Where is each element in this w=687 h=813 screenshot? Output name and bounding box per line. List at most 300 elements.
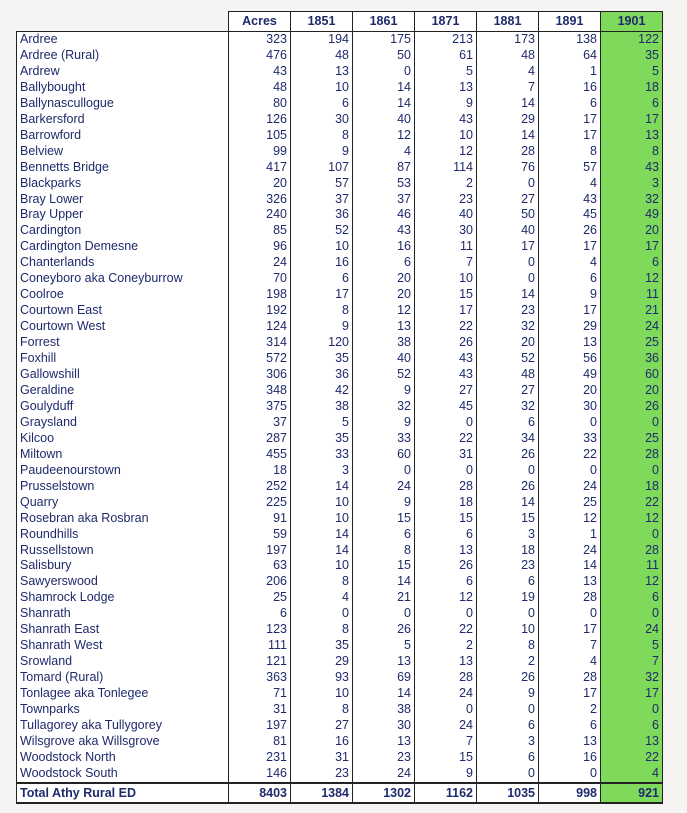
value-cell[interactable]: 23 — [477, 558, 539, 574]
townland-name-cell[interactable]: Barrowford — [17, 128, 229, 144]
value-cell[interactable]: 25 — [229, 590, 291, 606]
value-cell[interactable]: 17 — [539, 239, 601, 255]
townland-name-cell[interactable]: Wilsgrove aka Willsgrove — [17, 734, 229, 750]
value-cell[interactable]: 13 — [539, 574, 601, 590]
value-cell[interactable]: 37 — [291, 192, 353, 208]
value-cell[interactable]: 0 — [539, 415, 601, 431]
value-cell[interactable]: 17 — [539, 686, 601, 702]
value-cell[interactable]: 32 — [477, 319, 539, 335]
value-cell[interactable]: 122 — [601, 32, 663, 48]
value-cell[interactable]: 96 — [229, 239, 291, 255]
value-cell[interactable]: 17 — [539, 128, 601, 144]
value-cell[interactable]: 17 — [601, 112, 663, 128]
value-cell[interactable]: 14 — [291, 543, 353, 559]
townland-name-cell[interactable]: Goulyduff — [17, 399, 229, 415]
value-cell[interactable]: 240 — [229, 207, 291, 223]
value-cell[interactable]: 24 — [415, 718, 477, 734]
townland-name-cell[interactable]: Woodstock South — [17, 766, 229, 783]
townland-name-cell[interactable]: Salisbury — [17, 558, 229, 574]
value-cell[interactable]: 8 — [291, 622, 353, 638]
value-cell[interactable]: 70 — [229, 271, 291, 287]
value-cell[interactable]: 36 — [291, 207, 353, 223]
value-cell[interactable]: 7 — [477, 80, 539, 96]
value-cell[interactable]: 6 — [291, 96, 353, 112]
value-cell[interactable]: 31 — [415, 447, 477, 463]
value-cell[interactable]: 4 — [539, 654, 601, 670]
townland-name-cell[interactable]: Ardree — [17, 32, 229, 48]
value-cell[interactable]: 52 — [477, 351, 539, 367]
value-cell[interactable]: 326 — [229, 192, 291, 208]
value-cell[interactable]: 15 — [415, 287, 477, 303]
value-cell[interactable]: 12 — [601, 574, 663, 590]
value-cell[interactable]: 10 — [291, 80, 353, 96]
townland-name-cell[interactable]: Cardington — [17, 223, 229, 239]
townland-name-cell[interactable]: Tonlagee aka Tonlegee — [17, 686, 229, 702]
value-cell[interactable]: 9 — [353, 383, 415, 399]
value-cell[interactable]: 107 — [291, 160, 353, 176]
total-value-cell[interactable]: 1035 — [477, 783, 539, 803]
value-cell[interactable]: 146 — [229, 766, 291, 783]
value-cell[interactable]: 32 — [477, 399, 539, 415]
value-cell[interactable]: 18 — [415, 495, 477, 511]
value-cell[interactable]: 121 — [229, 654, 291, 670]
value-cell[interactable]: 50 — [477, 207, 539, 223]
townland-name-cell[interactable]: Shanrath — [17, 606, 229, 622]
value-cell[interactable]: 8 — [291, 702, 353, 718]
value-cell[interactable]: 45 — [415, 399, 477, 415]
value-cell[interactable]: 43 — [601, 160, 663, 176]
value-cell[interactable]: 24 — [601, 319, 663, 335]
townland-name-cell[interactable]: Blackparks — [17, 176, 229, 192]
value-cell[interactable]: 26 — [415, 558, 477, 574]
header-cell-1891[interactable]: 1891 — [539, 12, 601, 32]
value-cell[interactable]: 14 — [477, 495, 539, 511]
value-cell[interactable]: 8 — [353, 543, 415, 559]
value-cell[interactable]: 0 — [539, 463, 601, 479]
value-cell[interactable]: 20 — [601, 223, 663, 239]
value-cell[interactable]: 28 — [539, 590, 601, 606]
value-cell[interactable]: 26 — [477, 479, 539, 495]
value-cell[interactable]: 8 — [291, 303, 353, 319]
value-cell[interactable]: 28 — [539, 670, 601, 686]
value-cell[interactable]: 85 — [229, 223, 291, 239]
value-cell[interactable]: 10 — [415, 271, 477, 287]
value-cell[interactable]: 0 — [415, 463, 477, 479]
value-cell[interactable]: 11 — [601, 558, 663, 574]
value-cell[interactable]: 0 — [539, 766, 601, 783]
value-cell[interactable]: 26 — [477, 447, 539, 463]
value-cell[interactable]: 25 — [601, 431, 663, 447]
value-cell[interactable]: 0 — [353, 606, 415, 622]
value-cell[interactable]: 13 — [353, 734, 415, 750]
value-cell[interactable]: 6 — [229, 606, 291, 622]
value-cell[interactable]: 12 — [353, 128, 415, 144]
value-cell[interactable]: 29 — [291, 654, 353, 670]
townland-name-cell[interactable]: Barkersford — [17, 112, 229, 128]
value-cell[interactable]: 13 — [539, 335, 601, 351]
value-cell[interactable]: 105 — [229, 128, 291, 144]
value-cell[interactable]: 17 — [477, 239, 539, 255]
value-cell[interactable]: 6 — [353, 527, 415, 543]
value-cell[interactable]: 27 — [477, 383, 539, 399]
value-cell[interactable]: 0 — [291, 606, 353, 622]
value-cell[interactable]: 6 — [415, 527, 477, 543]
value-cell[interactable]: 36 — [291, 367, 353, 383]
value-cell[interactable]: 33 — [539, 431, 601, 447]
townland-name-cell[interactable]: Courtown West — [17, 319, 229, 335]
value-cell[interactable]: 4 — [539, 255, 601, 271]
value-cell[interactable]: 6 — [601, 255, 663, 271]
value-cell[interactable]: 20 — [601, 383, 663, 399]
value-cell[interactable]: 231 — [229, 750, 291, 766]
value-cell[interactable]: 6 — [539, 718, 601, 734]
value-cell[interactable]: 48 — [229, 80, 291, 96]
value-cell[interactable]: 0 — [601, 702, 663, 718]
value-cell[interactable]: 17 — [539, 112, 601, 128]
value-cell[interactable]: 10 — [477, 622, 539, 638]
value-cell[interactable]: 13 — [415, 654, 477, 670]
value-cell[interactable]: 20 — [477, 335, 539, 351]
townland-name-cell[interactable]: Russellstown — [17, 543, 229, 559]
value-cell[interactable]: 572 — [229, 351, 291, 367]
value-cell[interactable]: 35 — [601, 48, 663, 64]
value-cell[interactable]: 0 — [477, 766, 539, 783]
value-cell[interactable]: 24 — [601, 622, 663, 638]
value-cell[interactable]: 20 — [353, 287, 415, 303]
value-cell[interactable]: 2 — [477, 654, 539, 670]
value-cell[interactable]: 25 — [601, 335, 663, 351]
value-cell[interactable]: 40 — [477, 223, 539, 239]
value-cell[interactable]: 14 — [477, 96, 539, 112]
value-cell[interactable]: 0 — [415, 415, 477, 431]
value-cell[interactable]: 14 — [353, 96, 415, 112]
value-cell[interactable]: 49 — [601, 207, 663, 223]
value-cell[interactable]: 348 — [229, 383, 291, 399]
value-cell[interactable]: 123 — [229, 622, 291, 638]
value-cell[interactable]: 35 — [291, 431, 353, 447]
value-cell[interactable]: 18 — [601, 80, 663, 96]
value-cell[interactable]: 6 — [601, 96, 663, 112]
value-cell[interactable]: 28 — [415, 479, 477, 495]
value-cell[interactable]: 25 — [539, 495, 601, 511]
value-cell[interactable]: 7 — [601, 654, 663, 670]
townland-name-cell[interactable]: Quarry — [17, 495, 229, 511]
value-cell[interactable]: 76 — [477, 160, 539, 176]
value-cell[interactable]: 46 — [353, 207, 415, 223]
townland-name-cell[interactable]: Miltown — [17, 447, 229, 463]
total-value-cell[interactable]: 1162 — [415, 783, 477, 803]
townland-name-cell[interactable]: Graysland — [17, 415, 229, 431]
townland-name-cell[interactable]: Shanrath East — [17, 622, 229, 638]
total-value-cell[interactable]: 998 — [539, 783, 601, 803]
value-cell[interactable]: 23 — [477, 303, 539, 319]
value-cell[interactable]: 8 — [291, 128, 353, 144]
value-cell[interactable]: 9 — [291, 144, 353, 160]
value-cell[interactable]: 4 — [601, 766, 663, 783]
value-cell[interactable]: 21 — [601, 303, 663, 319]
header-cell-1871[interactable]: 1871 — [415, 12, 477, 32]
value-cell[interactable]: 16 — [539, 80, 601, 96]
value-cell[interactable]: 27 — [415, 383, 477, 399]
townland-name-cell[interactable]: Bray Upper — [17, 207, 229, 223]
townland-name-cell[interactable]: Coneyboro aka Coneyburrow — [17, 271, 229, 287]
value-cell[interactable]: 56 — [539, 351, 601, 367]
value-cell[interactable]: 32 — [601, 670, 663, 686]
value-cell[interactable]: 43 — [539, 192, 601, 208]
value-cell[interactable]: 14 — [477, 128, 539, 144]
value-cell[interactable]: 24 — [229, 255, 291, 271]
value-cell[interactable]: 6 — [477, 750, 539, 766]
value-cell[interactable]: 24 — [353, 766, 415, 783]
value-cell[interactable]: 48 — [477, 367, 539, 383]
value-cell[interactable]: 3 — [477, 734, 539, 750]
value-cell[interactable]: 2 — [539, 702, 601, 718]
value-cell[interactable]: 26 — [415, 335, 477, 351]
value-cell[interactable]: 10 — [291, 239, 353, 255]
value-cell[interactable]: 6 — [477, 574, 539, 590]
value-cell[interactable]: 12 — [415, 144, 477, 160]
townland-name-cell[interactable]: Tomard (Rural) — [17, 670, 229, 686]
value-cell[interactable]: 57 — [539, 160, 601, 176]
townland-name-cell[interactable]: Prusselstown — [17, 479, 229, 495]
value-cell[interactable]: 9 — [477, 686, 539, 702]
value-cell[interactable]: 23 — [353, 750, 415, 766]
value-cell[interactable]: 14 — [291, 527, 353, 543]
value-cell[interactable]: 14 — [477, 287, 539, 303]
townland-name-cell[interactable]: Chanterlands — [17, 255, 229, 271]
value-cell[interactable]: 375 — [229, 399, 291, 415]
value-cell[interactable]: 11 — [415, 239, 477, 255]
value-cell[interactable]: 33 — [291, 447, 353, 463]
value-cell[interactable]: 12 — [415, 590, 477, 606]
value-cell[interactable]: 17 — [539, 303, 601, 319]
value-cell[interactable]: 31 — [229, 702, 291, 718]
value-cell[interactable]: 42 — [291, 383, 353, 399]
townland-name-cell[interactable]: Tullagorey aka Tullygorey — [17, 718, 229, 734]
value-cell[interactable]: 18 — [229, 463, 291, 479]
value-cell[interactable]: 48 — [291, 48, 353, 64]
townland-name-cell[interactable]: Gallowshill — [17, 367, 229, 383]
townland-name-cell[interactable]: Bray Lower — [17, 192, 229, 208]
value-cell[interactable]: 10 — [291, 511, 353, 527]
header-cell-acres[interactable]: Acres — [229, 12, 291, 32]
value-cell[interactable]: 8 — [539, 144, 601, 160]
townland-name-cell[interactable]: Ardree (Rural) — [17, 48, 229, 64]
value-cell[interactable]: 6 — [415, 574, 477, 590]
value-cell[interactable]: 29 — [477, 112, 539, 128]
townland-name-cell[interactable]: Sawyerswood — [17, 574, 229, 590]
value-cell[interactable]: 13 — [415, 80, 477, 96]
value-cell[interactable]: 23 — [415, 192, 477, 208]
value-cell[interactable]: 28 — [601, 543, 663, 559]
value-cell[interactable]: 63 — [229, 558, 291, 574]
value-cell[interactable]: 48 — [477, 48, 539, 64]
value-cell[interactable]: 64 — [539, 48, 601, 64]
value-cell[interactable]: 9 — [353, 415, 415, 431]
value-cell[interactable]: 14 — [353, 574, 415, 590]
value-cell[interactable]: 6 — [601, 718, 663, 734]
townland-name-cell[interactable]: Ballybought — [17, 80, 229, 96]
total-value-cell[interactable]: 921 — [601, 783, 663, 803]
value-cell[interactable]: 120 — [291, 335, 353, 351]
value-cell[interactable]: 192 — [229, 303, 291, 319]
value-cell[interactable]: 225 — [229, 495, 291, 511]
value-cell[interactable]: 22 — [415, 622, 477, 638]
value-cell[interactable]: 13 — [601, 734, 663, 750]
value-cell[interactable]: 22 — [539, 447, 601, 463]
value-cell[interactable]: 287 — [229, 431, 291, 447]
header-cell-1851[interactable]: 1851 — [291, 12, 353, 32]
value-cell[interactable]: 3 — [291, 463, 353, 479]
value-cell[interactable]: 40 — [415, 207, 477, 223]
value-cell[interactable]: 52 — [353, 367, 415, 383]
value-cell[interactable]: 10 — [415, 128, 477, 144]
value-cell[interactable]: 455 — [229, 447, 291, 463]
value-cell[interactable]: 20 — [539, 383, 601, 399]
value-cell[interactable]: 0 — [477, 463, 539, 479]
value-cell[interactable]: 14 — [353, 80, 415, 96]
value-cell[interactable]: 30 — [291, 112, 353, 128]
value-cell[interactable]: 3 — [477, 527, 539, 543]
value-cell[interactable]: 16 — [291, 255, 353, 271]
value-cell[interactable]: 0 — [477, 606, 539, 622]
value-cell[interactable]: 0 — [415, 702, 477, 718]
value-cell[interactable]: 3 — [601, 176, 663, 192]
total-value-cell[interactable]: 1384 — [291, 783, 353, 803]
value-cell[interactable]: 5 — [601, 64, 663, 80]
value-cell[interactable]: 10 — [291, 558, 353, 574]
value-cell[interactable]: 38 — [353, 335, 415, 351]
value-cell[interactable]: 14 — [539, 558, 601, 574]
value-cell[interactable]: 1 — [539, 527, 601, 543]
townland-name-cell[interactable]: Foxhill — [17, 351, 229, 367]
value-cell[interactable]: 12 — [353, 303, 415, 319]
value-cell[interactable]: 69 — [353, 670, 415, 686]
value-cell[interactable]: 417 — [229, 160, 291, 176]
value-cell[interactable]: 22 — [415, 431, 477, 447]
value-cell[interactable]: 9 — [353, 495, 415, 511]
value-cell[interactable]: 0 — [477, 255, 539, 271]
value-cell[interactable]: 32 — [353, 399, 415, 415]
value-cell[interactable]: 0 — [477, 176, 539, 192]
value-cell[interactable]: 173 — [477, 32, 539, 48]
value-cell[interactable]: 15 — [353, 511, 415, 527]
value-cell[interactable]: 24 — [415, 686, 477, 702]
value-cell[interactable]: 28 — [601, 447, 663, 463]
value-cell[interactable]: 80 — [229, 96, 291, 112]
value-cell[interactable]: 114 — [415, 160, 477, 176]
value-cell[interactable]: 13 — [353, 654, 415, 670]
value-cell[interactable]: 6 — [477, 415, 539, 431]
value-cell[interactable]: 14 — [291, 479, 353, 495]
value-cell[interactable]: 197 — [229, 718, 291, 734]
value-cell[interactable]: 26 — [477, 670, 539, 686]
townland-name-cell[interactable]: Cardington Demesne — [17, 239, 229, 255]
value-cell[interactable]: 6 — [353, 255, 415, 271]
value-cell[interactable]: 16 — [291, 734, 353, 750]
value-cell[interactable]: 0 — [601, 606, 663, 622]
value-cell[interactable]: 14 — [353, 686, 415, 702]
total-value-cell[interactable]: 8403 — [229, 783, 291, 803]
townland-name-cell[interactable]: Bennetts Bridge — [17, 160, 229, 176]
value-cell[interactable]: 0 — [601, 527, 663, 543]
value-cell[interactable]: 13 — [291, 64, 353, 80]
value-cell[interactable]: 24 — [539, 543, 601, 559]
value-cell[interactable]: 50 — [353, 48, 415, 64]
value-cell[interactable]: 4 — [291, 590, 353, 606]
value-cell[interactable]: 45 — [539, 207, 601, 223]
value-cell[interactable]: 5 — [353, 638, 415, 654]
value-cell[interactable]: 30 — [415, 223, 477, 239]
value-cell[interactable]: 99 — [229, 144, 291, 160]
value-cell[interactable]: 306 — [229, 367, 291, 383]
value-cell[interactable]: 38 — [353, 702, 415, 718]
value-cell[interactable]: 52 — [291, 223, 353, 239]
value-cell[interactable]: 60 — [601, 367, 663, 383]
value-cell[interactable]: 53 — [353, 176, 415, 192]
value-cell[interactable]: 17 — [601, 686, 663, 702]
value-cell[interactable]: 61 — [415, 48, 477, 64]
townland-name-cell[interactable]: Geraldine — [17, 383, 229, 399]
value-cell[interactable]: 175 — [353, 32, 415, 48]
value-cell[interactable]: 15 — [415, 750, 477, 766]
value-cell[interactable]: 37 — [229, 415, 291, 431]
value-cell[interactable]: 2 — [415, 638, 477, 654]
value-cell[interactable]: 20 — [229, 176, 291, 192]
value-cell[interactable]: 17 — [601, 239, 663, 255]
townland-name-cell[interactable]: Shanrath West — [17, 638, 229, 654]
value-cell[interactable]: 22 — [415, 319, 477, 335]
value-cell[interactable]: 43 — [415, 367, 477, 383]
value-cell[interactable]: 0 — [415, 606, 477, 622]
townland-name-cell[interactable]: Ballynascullogue — [17, 96, 229, 112]
value-cell[interactable]: 0 — [477, 271, 539, 287]
value-cell[interactable]: 13 — [539, 734, 601, 750]
townland-name-cell[interactable]: Townparks — [17, 702, 229, 718]
header-cell-1901[interactable]: 1901 — [601, 12, 663, 32]
value-cell[interactable]: 29 — [539, 319, 601, 335]
value-cell[interactable]: 194 — [291, 32, 353, 48]
value-cell[interactable]: 138 — [539, 32, 601, 48]
value-cell[interactable]: 12 — [601, 271, 663, 287]
value-cell[interactable]: 15 — [415, 511, 477, 527]
value-cell[interactable]: 22 — [601, 750, 663, 766]
value-cell[interactable]: 13 — [601, 128, 663, 144]
value-cell[interactable]: 43 — [415, 351, 477, 367]
value-cell[interactable]: 30 — [353, 718, 415, 734]
value-cell[interactable]: 57 — [291, 176, 353, 192]
value-cell[interactable]: 206 — [229, 574, 291, 590]
townland-name-cell[interactable]: Shamrock Lodge — [17, 590, 229, 606]
value-cell[interactable]: 37 — [353, 192, 415, 208]
value-cell[interactable]: 38 — [291, 399, 353, 415]
value-cell[interactable]: 8 — [291, 574, 353, 590]
value-cell[interactable]: 33 — [353, 431, 415, 447]
value-cell[interactable]: 7 — [415, 734, 477, 750]
value-cell[interactable]: 40 — [353, 112, 415, 128]
value-cell[interactable]: 26 — [539, 223, 601, 239]
value-cell[interactable]: 24 — [539, 479, 601, 495]
value-cell[interactable]: 28 — [477, 144, 539, 160]
value-cell[interactable]: 0 — [539, 606, 601, 622]
value-cell[interactable]: 17 — [291, 287, 353, 303]
value-cell[interactable]: 10 — [291, 686, 353, 702]
value-cell[interactable]: 22 — [601, 495, 663, 511]
value-cell[interactable]: 26 — [601, 399, 663, 415]
value-cell[interactable]: 9 — [415, 766, 477, 783]
value-cell[interactable]: 4 — [539, 176, 601, 192]
value-cell[interactable]: 2 — [415, 176, 477, 192]
